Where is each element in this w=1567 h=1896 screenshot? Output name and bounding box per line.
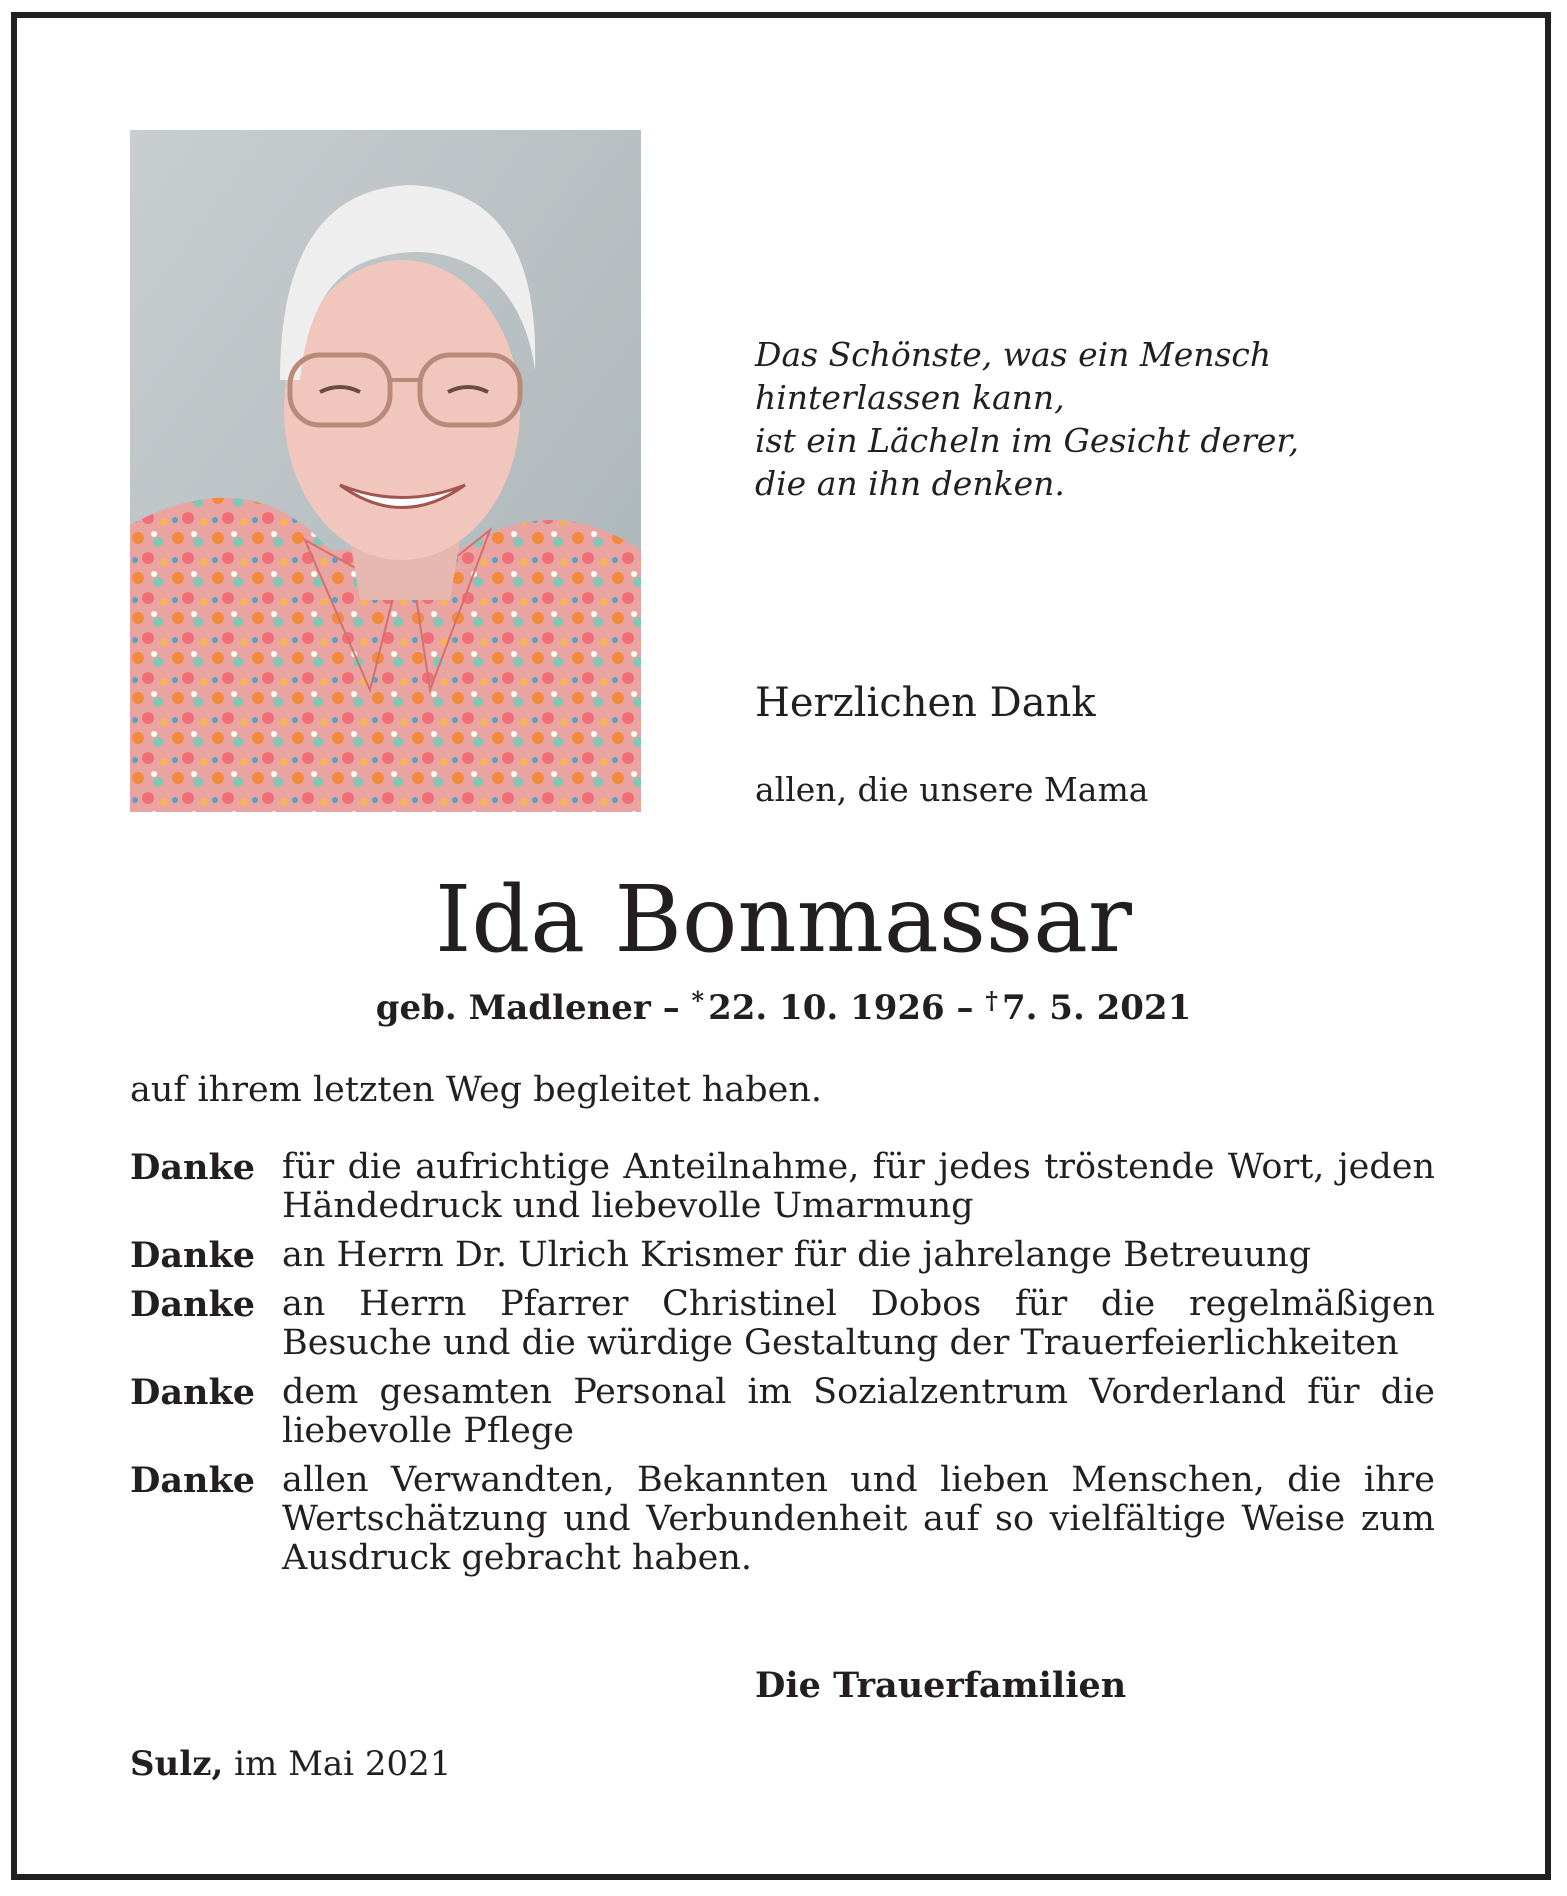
birth-name: geb. Madlener [375, 988, 651, 1028]
portrait-photo [130, 130, 641, 812]
death-date: 7. 5. 2021 [1001, 988, 1192, 1028]
danke-item [130, 1285, 1435, 1363]
danke-label: Danke [130, 1372, 255, 1413]
quote-line: ist ein Lächeln im Gesicht derer, [755, 421, 1300, 460]
place-date-text: im Mai 2021 [234, 1744, 452, 1784]
quote-line: hinterlassen kann, [755, 378, 1065, 417]
birth-date: 22. 10. 1926 [708, 988, 945, 1028]
danke-label: Danke [130, 1147, 255, 1188]
quote-line: die an ihn denken. [755, 464, 1065, 503]
birth-symbol: * [691, 986, 705, 1015]
signature: Die Trauerfamilien [755, 1665, 1127, 1706]
danke-item [130, 1461, 1435, 1578]
danke-list [130, 1148, 1435, 1588]
last-path-line: auf ihrem letzten Weg begleitet haben. [130, 1070, 822, 1110]
portrait-photo-icon [130, 130, 641, 812]
separator: – [662, 988, 680, 1028]
danke-label: Danke [130, 1460, 255, 1501]
danke-text: dem gesamten Personal im Sozialzentrum Vorderland für die liebevolle Pflege [282, 1372, 1435, 1451]
danke-text: an Herrn Pfarrer Christinel Dobos für die regelmäßigen Besuche und die würdige Gestaltung der Trauerfeierlichkeiten [282, 1284, 1435, 1363]
danke-label: Danke [130, 1235, 255, 1276]
life-dates [0, 986, 1567, 1028]
death-symbol: † [985, 986, 998, 1015]
danke-text: allen Verwandten, Bekannten und lieben Menschen, die ihre Wertschätzung und Verbundenheit auf so vielfältige Weise zum Ausdruck gebracht haben. [282, 1460, 1435, 1578]
danke-label: Danke [130, 1284, 255, 1325]
danke-item [130, 1148, 1435, 1226]
quote-block [755, 333, 1299, 505]
danke-text: an Herrn Dr. Ulrich Krismer für die jahrelange Betreuung [282, 1235, 1312, 1275]
thanks-heading: Herzlichen Dank [755, 680, 1096, 726]
danke-item [130, 1373, 1435, 1451]
intro-line: allen, die unsere Mama [755, 770, 1149, 809]
place-date [130, 1744, 451, 1784]
quote-line: Das Schönste, was ein Mensch [755, 335, 1272, 374]
place-town: Sulz, [130, 1744, 224, 1784]
deceased-name: Ida Bonmassar [435, 866, 1132, 973]
separator: – [956, 988, 974, 1028]
danke-text: für die aufrichtige Anteilnahme, für jedes tröstende Wort, jeden Händedruck und liebevolle Umarmung [282, 1147, 1435, 1226]
danke-item [130, 1236, 1435, 1275]
